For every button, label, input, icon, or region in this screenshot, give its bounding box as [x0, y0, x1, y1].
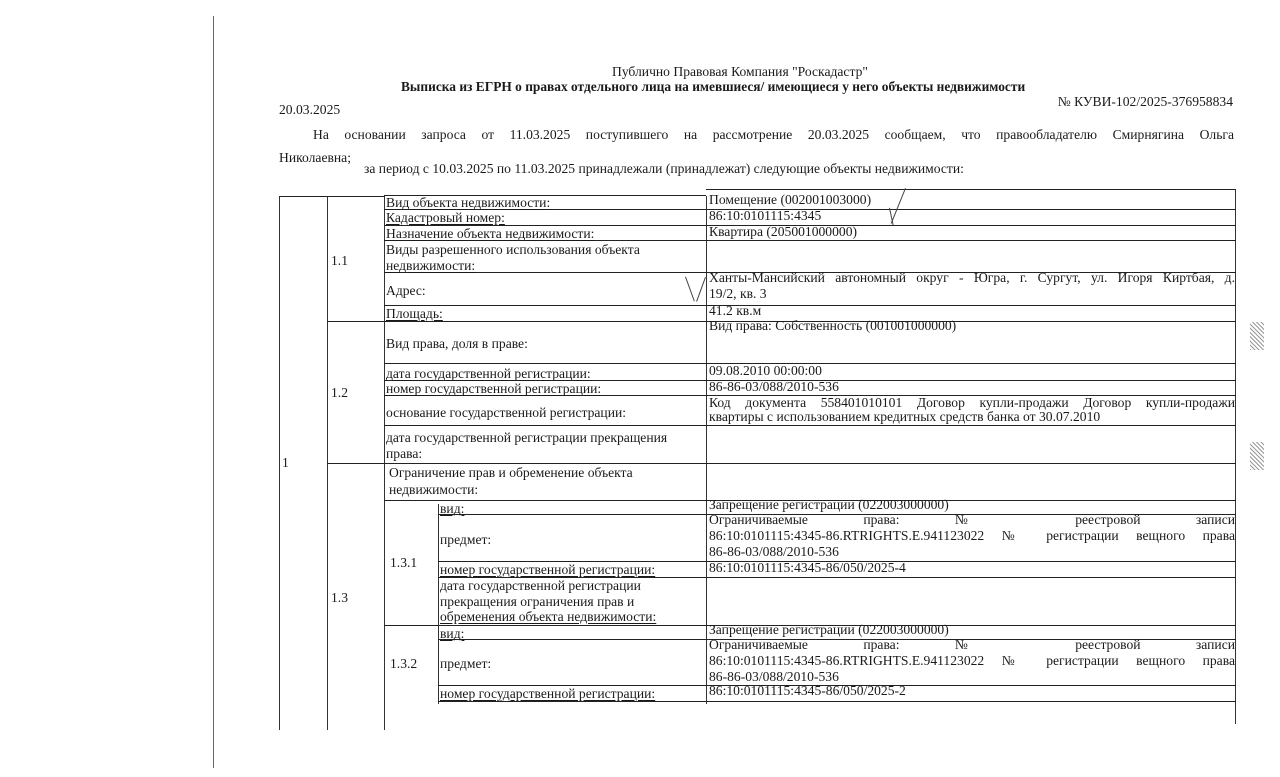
encumbrance-kind-value: Запрещение регистрации (022003000000) — [709, 622, 949, 637]
encumbrance-heading-2: недвижимости: — [389, 482, 479, 497]
registration-date-value: 09.08.2010 00:00:00 — [709, 363, 822, 378]
check-mark — [696, 277, 706, 302]
permitted-use-label-2: недвижимости: — [386, 258, 476, 273]
encumbrance-subject-value-line-1: Ограничиваемые права: № реестровой записи — [709, 637, 1235, 652]
registration-date-label: дата государственной регистрации: — [386, 366, 591, 381]
cadastral-number-value: 86:10:0101115:4345 — [709, 208, 822, 223]
encumbrance-subject-label: предмет: — [440, 532, 492, 547]
encumbrance-number: 1.3.1 — [390, 555, 418, 570]
cadastral-number-label: Кадастровый номер: — [386, 210, 505, 225]
registration-number-label: номер государственной регистрации: — [386, 381, 602, 396]
intro-line-1: На основании запроса от 11.03.2025 поступившего на рассмотрение 20.03.2025 сообщаем, что правообладателю Смирнягина Ольга — [313, 127, 1234, 142]
purpose-value: Квартира (205001000000) — [709, 224, 858, 239]
document-number: № КУВИ-102/2025-376958834 — [1057, 94, 1233, 109]
encumbrance-kind-label: вид: — [440, 626, 465, 641]
encumbrance-kind-label: вид: — [440, 501, 465, 516]
table-col-divider-sub-2 — [438, 626, 439, 704]
encumbrance-subject-value-line-3: 86-86-03/088/2010-536 — [709, 544, 839, 559]
registration-basis-value-line-1: Код документа 558401010101 Договор купли-продажи Договор купли-продажи — [709, 395, 1235, 410]
encumbrance-reg-number-value: 86:10:0101115:4345-86/050/2025-4 — [709, 560, 906, 575]
section-line — [327, 463, 1236, 464]
encumbrance-reg-number-label: номер государственной регистрации: — [440, 686, 656, 701]
area-label: Площадь: — [386, 306, 443, 321]
encumbrance-subject-value-line-2: 86:10:0101115:4345-86.RTRIGHTS.E.941123022 № регистрации вещного права — [709, 653, 1235, 668]
section-number-1-2: 1.2 — [331, 385, 348, 400]
table-col-divider-sub-1 — [438, 504, 439, 626]
right-type-value: Вид права: Собственность (001001000000) — [709, 318, 957, 333]
encumbrance-reg-number-value: 86:10:0101115:4345-86/050/2025-2 — [709, 683, 906, 698]
row-number: 1 — [282, 455, 289, 470]
table-border-left — [279, 196, 280, 730]
page-margin-line — [213, 16, 214, 768]
address-label: Адрес: — [386, 283, 426, 298]
encumbrance-termination-label-1: дата государственной регистрации — [440, 578, 641, 593]
table-top-value — [706, 189, 1236, 190]
permitted-use-label-1: Виды разрешенного использования объекта — [386, 242, 640, 257]
encumbrance-reg-number-label: номер государственной регистрации: — [440, 562, 656, 577]
encumbrance-subject-value-line-3: 86-86-03/088/2010-536 — [709, 669, 839, 684]
scan-artifact — [1250, 322, 1264, 350]
organization-name: Публично Правовая Компания "Роскадастр" — [612, 64, 868, 79]
encumbrance-subject-label: предмет: — [440, 656, 492, 671]
right-type-label: Вид права, доля в праве: — [386, 336, 528, 351]
table-top-mid — [327, 196, 385, 197]
registration-number-value: 86-86-03/088/2010-536 — [709, 379, 839, 394]
table-col-divider-value-c — [706, 504, 707, 704]
row-line — [384, 425, 1236, 426]
table-col-divider-value-a — [706, 196, 707, 464]
section-number-1-3: 1.3 — [331, 590, 348, 605]
registration-basis-label: основание государственной регистрации: — [386, 405, 627, 420]
intro-line-3: за период с 10.03.2025 по 11.03.2025 принадлежали (принадлежат) следующие объекты недвижимости: — [364, 161, 964, 176]
area-value: 41.2 кв.м — [709, 303, 762, 318]
encumbrance-heading-1: Ограничение прав и обременение объекта — [389, 465, 633, 480]
encumbrance-termination-label-3: обременения объекта недвижимости: — [440, 609, 657, 624]
object-type-label: Вид объекта недвижимости: — [386, 195, 551, 210]
document-title: Выписка из ЕГРН о правах отдельного лица на имевшиеся/ имеющиеся у него объекты недвижимости — [401, 79, 1026, 94]
row-line — [438, 701, 1236, 702]
registration-basis-value-line-2: квартиры с использованием кредитных средств банка от 30.07.2010 — [709, 409, 1101, 424]
address-value-line-2: 19/2, кв. 3 — [709, 286, 767, 301]
address-value-line-1: Ханты-Мансийский автономный округ - Югра, г. Сургут, ул. Игоря Киртбая, д. — [709, 270, 1235, 285]
encumbrance-number: 1.3.2 — [390, 656, 418, 671]
document-date: 20.03.2025 — [279, 102, 341, 117]
encumbrance-kind-value: Запрещение регистрации (022003000000) — [709, 497, 949, 512]
table-border-right — [1235, 189, 1236, 724]
encumbrance-subject-value-line-1: Ограничиваемые права: № реестровой записи — [709, 512, 1235, 527]
section-number-1-1: 1.1 — [331, 253, 348, 268]
purpose-label: Назначение объекта недвижимости: — [386, 226, 595, 241]
check-mark — [685, 277, 695, 302]
intro-line-2: Николаевна; — [279, 150, 351, 165]
encumbrance-termination-label-2: прекращения ограничения прав и — [440, 594, 635, 609]
right-termination-label-1: дата государственной регистрации прекращения — [386, 430, 668, 445]
right-termination-label-2: права: — [386, 446, 423, 461]
scan-artifact — [1250, 442, 1264, 470]
table-col-divider-value-b — [706, 464, 707, 504]
table-top-left — [279, 196, 328, 197]
encumbrance-subject-value-line-2: 86:10:0101115:4345-86.RTRIGHTS.E.941123022 № регистрации вещного права — [709, 528, 1235, 543]
object-type-value: Помещение (002001003000) — [709, 192, 872, 207]
